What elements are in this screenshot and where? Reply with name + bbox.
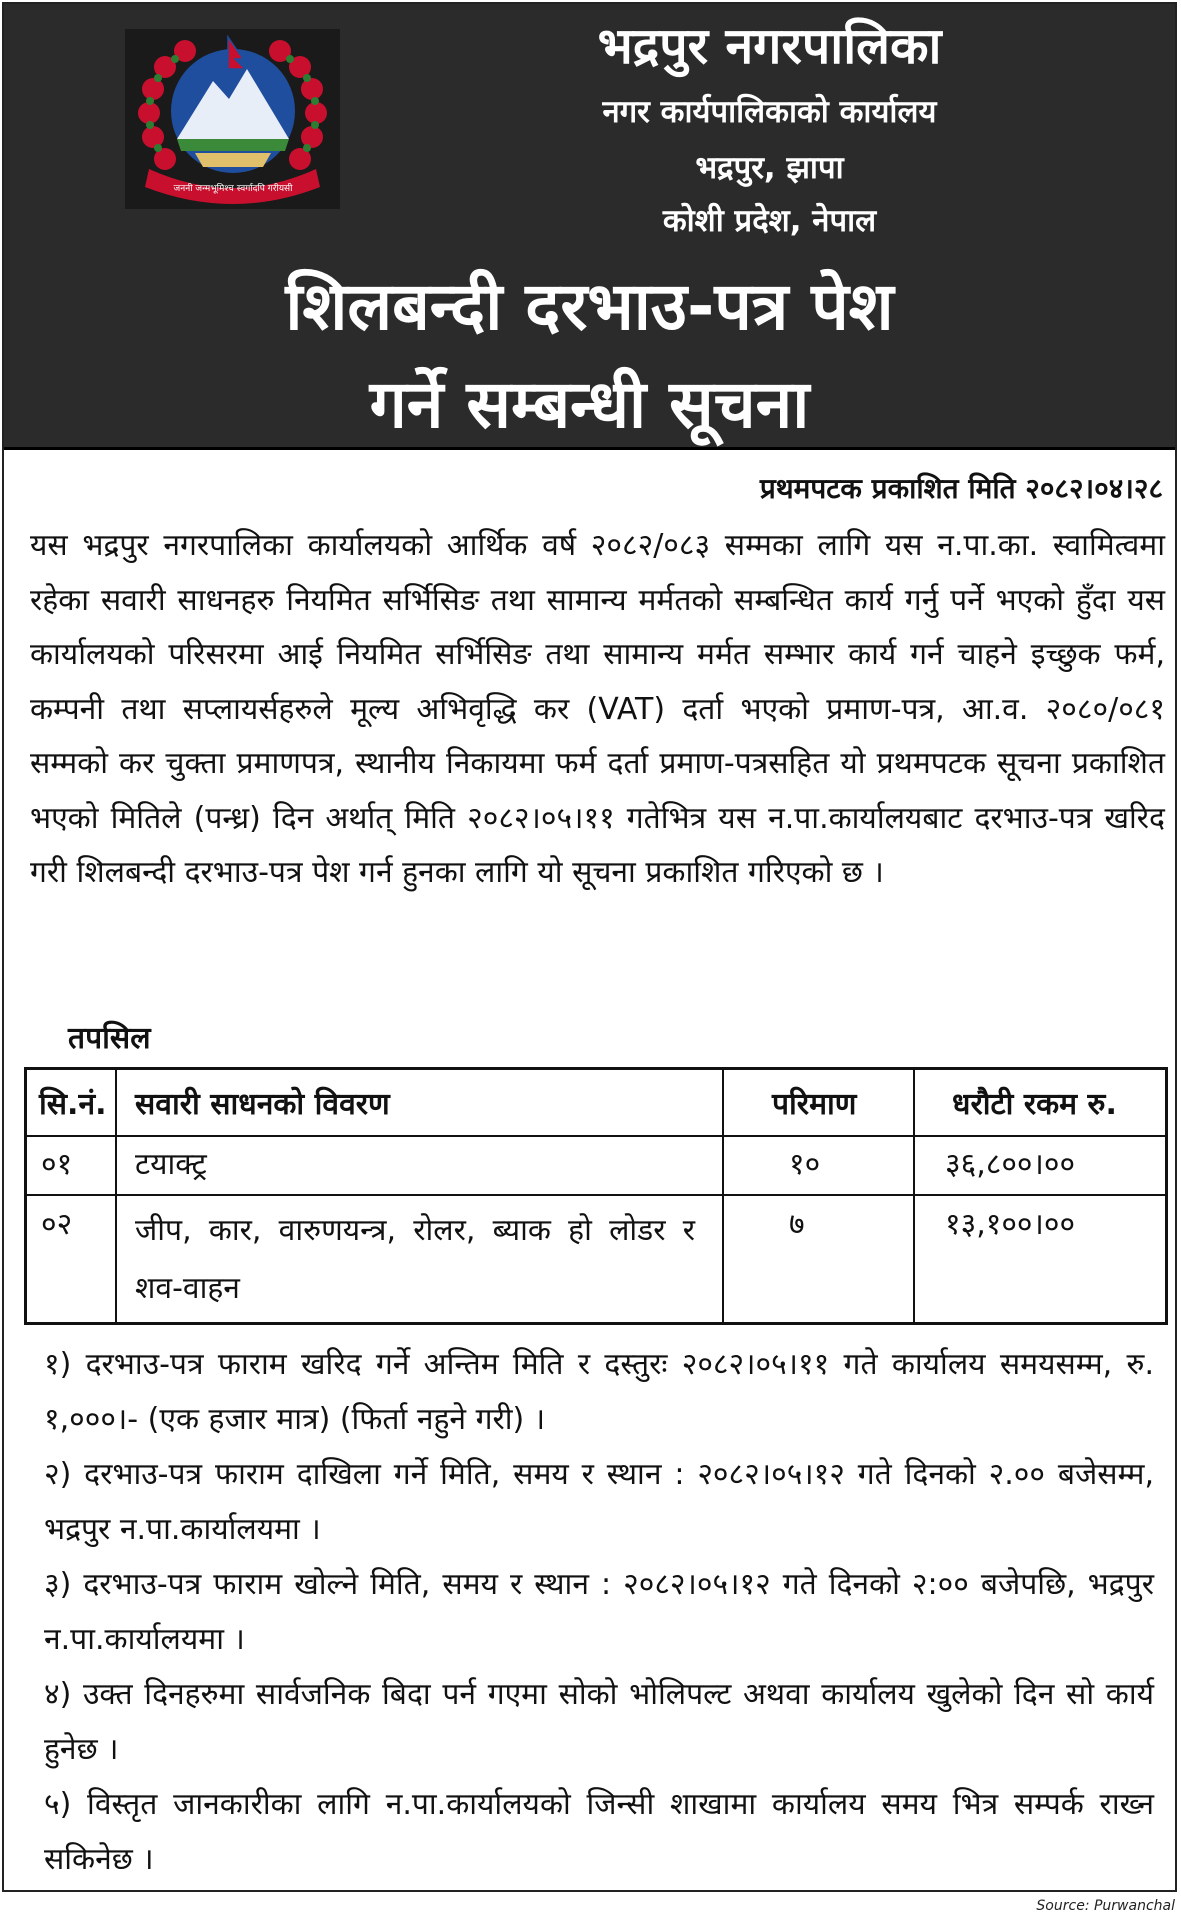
notice-title-line2: गर्ने सम्बन्धी सूचना	[369, 366, 810, 443]
notice-header	[4, 4, 1175, 450]
table-row-2-sn: ०२	[41, 1207, 73, 1242]
emblem-motto: जननी जन्मभूमिश्च स्वर्गादपि गरीयसी	[173, 184, 293, 194]
province-name: कोशी प्रदेश, नेपाल	[662, 203, 877, 239]
source-credit: Source: Purwanchal	[1036, 1898, 1175, 1914]
note-item-3: ३) दरभाउ-पत्र फाराम खोल्ने मिति, समय र स्थान : २०८२।०५।१२ गते दिनको २:०० बजेपछि, भद्रपुर न.पा.कार्यालयमा ।	[44, 1567, 1154, 1657]
vehicle-table	[24, 1067, 1168, 1325]
table-row-2-deposit: १३,१००।००	[945, 1207, 1076, 1242]
office-name: नगर कार्यपालिकाको कार्यालय	[602, 94, 937, 130]
table-row-1-description: टयाक्ट्र	[135, 1147, 207, 1182]
table-header-quantity: परिमाण	[772, 1087, 857, 1122]
table-row-1-quantity: १०	[789, 1147, 821, 1182]
note-item-4: ४) उक्त दिनहरुमा सार्वजनिक बिदा पर्न गएमा सोको भोलिपल्ट अथवा कार्यालय खुलेको दिन सो कार्य हुनेछ ।	[44, 1677, 1154, 1767]
notice-title-line1: शिलबन्दी दरभाउ-पत्र पेश	[285, 268, 894, 345]
table-row-1-deposit: ३६,८००।००	[945, 1147, 1076, 1182]
table-header-deposit: धरौटी रकम रु.	[952, 1087, 1117, 1122]
table-row-1-sn: ०१	[41, 1147, 73, 1182]
notice-frame	[2, 2, 1177, 1892]
schedule-label: तपसिल	[68, 1021, 151, 1056]
table-row-2-description: जीप, कार, वारुणयन्त्र, रोलर, ब्याक हो लोडर र शव-वाहन	[135, 1213, 695, 1306]
table-row-2-quantity: ७	[789, 1207, 805, 1242]
municipality-name: भद्रपुर नगरपालिका	[597, 17, 942, 75]
note-item-5: ५) विस्तृत जानकारीका लागि न.पा.कार्यालयको जिन्सी शाखामा कार्यालय समय भित्र सम्पर्क राख्न सकिनेछ ।	[44, 1787, 1154, 1877]
notes-list	[44, 1337, 1154, 1887]
note-item-1: १) दरभाउ-पत्र फाराम खरिद गर्ने अन्तिम मिति र दस्तुरः २०८२।०५।११ गते कार्यालय समयसम्म, रु. १,०००।- (एक हजार मात्र) (फिर्ता नहुने गरी) ।	[44, 1347, 1154, 1437]
table-header-description: सवारी साधनको विवरण	[135, 1087, 390, 1122]
table-header-sn: सि.नं.	[39, 1087, 107, 1122]
note-item-2: २) दरभाउ-पत्र फाराम दाखिला गर्ने मिति, समय र स्थान : २०८२।०५।१२ गते दिनको २.०० बजेसम्म, भद्रपुर न.पा.कार्यालयमा ।	[44, 1457, 1154, 1547]
notice-body-paragraph: यस भद्रपुर नगरपालिका कार्यालयको आर्थिक वर्ष २०८२/०८३ सम्मका लागि यस न.पा.का. स्वामित्वमा रहेका सवारी साधनहरु नियमित सर्भिसिङ तथा सामान्य मर्मतको सम्बन्धित कार्य गर्नु पर्ने भएको हुँदा यस कार्यालयको परिसरमा आई नियमित सर्भिसिङ तथा सामान्य मर्मत सम्भार कार्य गर्न चाहने इच्छुक फर्म, कम्पनी तथा सप्लायर्सहरुले मूल्य अभिवृद्धि कर (VAT) दर्ता भएको प्रमाण-पत्र, आ.व. २०८०/०८१ सम्मको कर चुक्ता प्रमाणपत्र, स्थानीय निकायमा फर्म दर्ता प्रमाण-पत्रसहित यो प्रथमपटक सूचना प्रकाशित भएको मितिले (पन्ध्र) दिन अर्थात् मिति २०८२।०५।११ गतेभित्र यस न.पा.कार्यालयबाट दरभाउ-पत्र खरिद गरी शिलबन्दी दरभाउ-पत्र पेश गर्न हुनका लागि यो सूचना प्रकाशित गरिएको छ ।	[30, 528, 1165, 890]
published-date: प्रथमपटक प्रकाशित मिति २०८२।०४।२८	[759, 472, 1163, 505]
city-name: भद्रपुर, झापा	[695, 150, 844, 186]
